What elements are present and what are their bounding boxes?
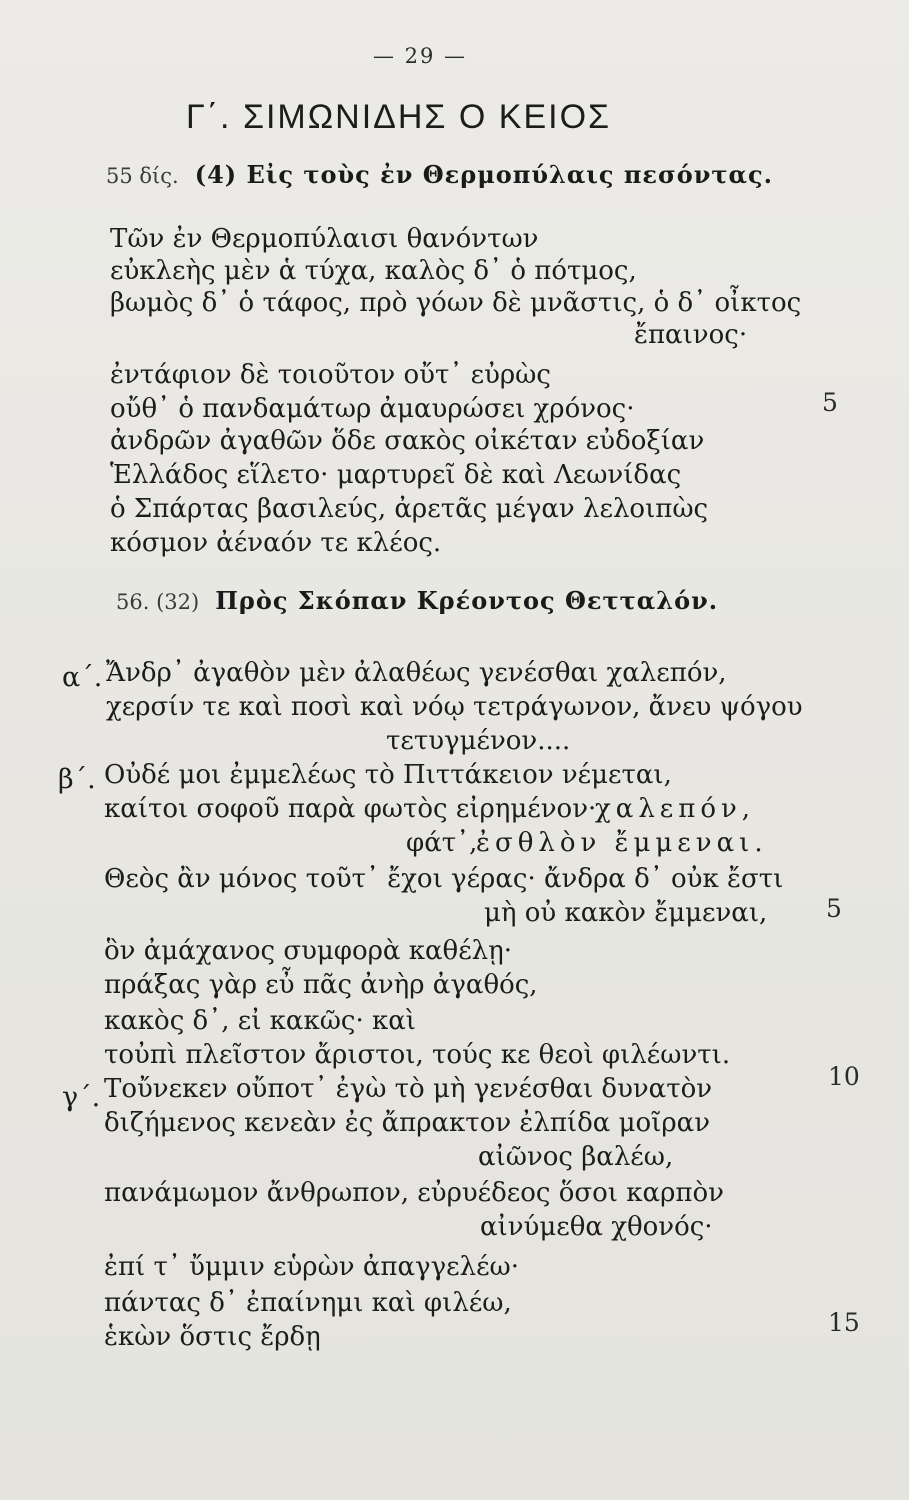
poem-2-line: ἐπί τ᾽ ὔμμιν εὑρὼν ἀπαγγελέω· [104,1252,520,1282]
poem-1-line: εὐκλεὴς μὲν ἁ τύχα, καλὸς δ᾽ ὁ πότμος, [110,256,637,286]
poem-1-line-number: 5 [822,388,838,417]
poem-2-line: Θεὸς ἂν μόνος τοῦτ᾽ ἔχοι γέρας· ἄνδρα δ᾽ οὐκ ἔστι [104,864,784,894]
strophe-marker-c: γ΄. [62,1082,101,1113]
poem-2-title: Πρὸς Σκόπαν Κρέοντος Θετταλόν. [215,586,719,615]
poem-1-line: Ἑλλάδος εἵλετο· μαρτυρεῖ δὲ καὶ Λεωνίδας [110,460,682,490]
poem-2-line: πανάμωμον ἄνθρωπον, εὐρυέδεος ὅσοι καρπὸν [104,1178,724,1208]
poem-1-line: βωμὸς δ᾽ ὁ τάφος, πρὸ γόων δὲ μνᾶστις, ὁ δ᾽ οἶκτος [110,288,802,318]
poem-1-line: ἀνδρῶν ἀγαθῶν ὅδε σακὸς οἰκέταν εὐδοξίαν [110,426,705,456]
poem-2-line: Ἄνδρ᾽ ἀγαθὸν μὲν ἀλαθέως γενέσθαι χαλεπόν, [106,658,727,688]
poem-1-line: ὁ Σπάρτας βασιλεύς, ἀρετᾶς μέγαν λελοιπὼς [110,494,709,524]
poem-1-line: κόσμον ἀέναόν τε κλέος. [110,528,442,558]
chapter-title: Γ΄. ΣΙΜΩΝΙΔΗΣ Ο ΚΕΙΟΣ [186,98,612,136]
poem-2-line: ἑκὼν ὅστις ἔρδῃ [104,1322,321,1352]
poem-2-line: διζήμενος κενεὰν ἐς ἄπρακτον ἐλπίδα μοῖραν [104,1108,710,1138]
poem-1-heading [106,160,773,189]
poem-2-line-spaced: χαλεπόν, [595,794,756,824]
strophe-marker-b: β΄. [58,764,96,795]
page-number: — 29 — [372,44,468,68]
poem-2-line: φάτ᾽, [406,828,478,858]
poem-2-line: καίτοι σοφοῦ παρὰ φωτὸς εἰρημένον· [104,794,597,824]
poem-2-line: μὴ οὐ κακὸν ἔμμεναι, [484,898,768,928]
poem-2-line-number-15: 15 [828,1308,860,1337]
poem-2-line-number-10: 10 [828,1062,860,1091]
poem-1-line: οὔθ᾽ ὁ πανδαμάτωρ ἀμαυρώσει χρόνος· [110,394,635,424]
poem-2-line: κακὸς δ᾽, εἰ κακῶς· καὶ [104,1006,416,1036]
poem-2-line: πράξας γὰρ εὖ πᾶς ἀνὴρ ἀγαθός, [104,970,538,1000]
poem-2-line: ὃν ἀμάχανος συμφορὰ καθέλῃ· [104,936,513,966]
poem-2-number: 56. (32) [116,590,200,614]
poem-2-heading [116,586,718,615]
poem-2-line: τετυγμένον.... [386,726,571,756]
poem-2-line: αἰῶνος βαλέω, [478,1142,674,1172]
poem-2-line: πάντας δ᾽ ἐπαίνημι καὶ φιλέω, [104,1288,512,1318]
poem-2-line: Οὐδέ μοι ἐμμελέως τὸ Πιττάκειον νέμεται, [104,760,672,790]
poem-1-title: (4) Εἰς τοὺς ἐν Θερμοπύλαις πεσόντας. [194,160,773,189]
poem-1-number: 55 δίς. [106,164,179,188]
poem-2-line: χερσίν τε καὶ ποσὶ καὶ νόῳ τετράγωνον, ἄνευ ψόγου [106,692,803,722]
poem-2-line-number-5: 5 [826,894,842,923]
poem-2-line: αἰνύμεθα χθονός· [480,1212,713,1242]
poem-2-line: Τοὔνεκεν οὔποτ᾽ ἐγὼ τὸ μὴ γενέσθαι δυνατὸν [104,1074,713,1104]
poem-2-line-spaced: ἐσθλὸν ἔμμεναι. [476,828,768,858]
poem-1-line: Τῶν ἐν Θερμοπύλαισι θανόντων [110,224,539,254]
poem-1-line: ἐντάφιον δὲ τοιοῦτον οὔτ᾽ εὐρὼς [110,360,551,390]
poem-2-line: τοὐπὶ πλεῖστον ἄριστοι, τούς κε θεοὶ φιλέωντι. [104,1040,731,1070]
poem-1-line: ἔπαινος· [634,320,748,350]
strophe-marker-a: α΄. [62,662,103,693]
